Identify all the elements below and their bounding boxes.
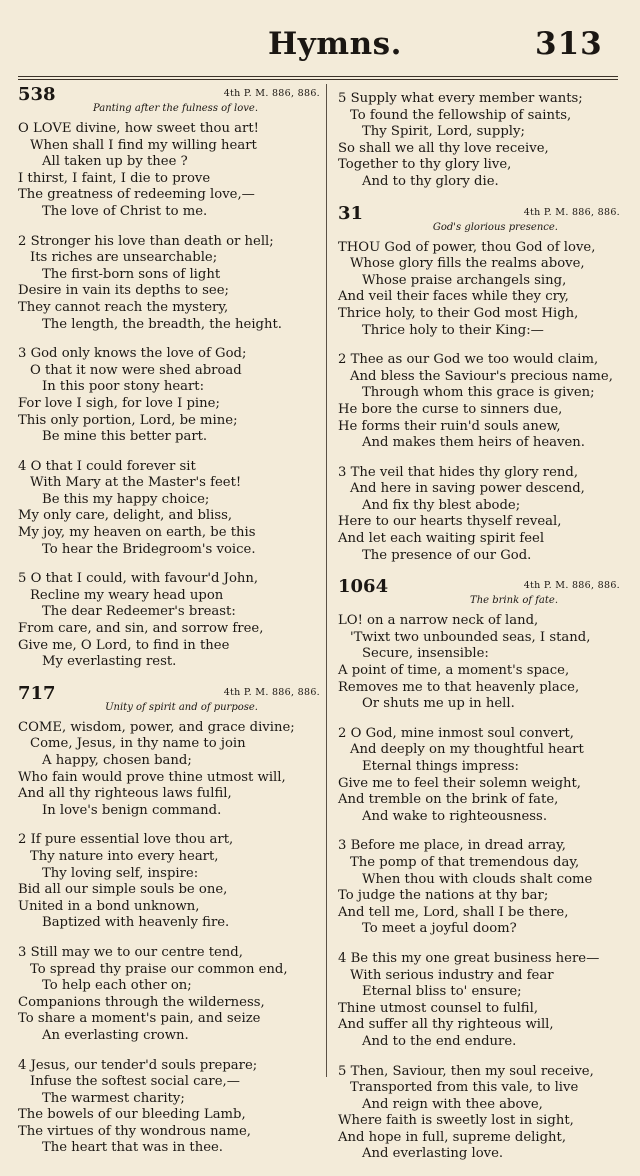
stanza xyxy=(18,121,320,221)
verse-line: When thou with clouds shalt come xyxy=(362,871,593,887)
verse-line: 'Twixt two unbounded seas, I stand, xyxy=(350,629,591,645)
stanza xyxy=(18,459,320,559)
verse-line: The dear Redeemer's breast: xyxy=(42,604,236,620)
verse-line: And tell me, Lord, shall I be there, xyxy=(338,904,569,920)
verse-line: 3 The veil that hides thy glory rend, xyxy=(338,464,579,480)
hymn-subtitle: Unity of spirit and of purpose. xyxy=(105,701,258,713)
verse-line: Or shuts me up in hell. xyxy=(362,696,515,712)
verse-line: To found the fellowship of saints, xyxy=(350,107,572,123)
verse-line: The heart that was in thee. xyxy=(42,1140,223,1156)
verse-line: And makes them heirs of heaven. xyxy=(362,435,585,451)
header-rule-thin xyxy=(18,79,618,80)
verse-line: Be this my happy choice; xyxy=(42,491,210,507)
hymn-header xyxy=(18,684,320,702)
hymn-meter: 4th P. M. 886, 886. xyxy=(523,580,620,592)
verse-line: Thine utmost counsel to fulfil, xyxy=(338,1000,539,1016)
verse-line: With serious industry and fear xyxy=(350,967,554,983)
hymn-subtitle: God's glorious presence. xyxy=(432,221,558,233)
verse-line: And let each waiting spirit feel xyxy=(338,531,545,547)
verse-line: And everlasting love. xyxy=(362,1146,504,1162)
verse-line: Whose praise archangels sing, xyxy=(362,272,567,288)
verse-line: 3 God only knows the love of God; xyxy=(18,346,247,362)
stanza xyxy=(338,352,620,452)
verse-line: Thrice holy to their King:— xyxy=(362,322,544,338)
verse-line: Thy Spirit, Lord, supply; xyxy=(362,124,525,140)
verse-line: 3 Before me place, in dread array, xyxy=(338,838,566,854)
verse-line: Together to thy glory live, xyxy=(338,157,512,173)
verse-line: My joy, my heaven on earth, be this xyxy=(18,525,256,541)
stanza xyxy=(338,240,620,340)
verse-line: The pomp of that tremendous day, xyxy=(350,854,580,870)
page-header xyxy=(0,0,640,80)
verse-line: My only care, delight, and bliss, xyxy=(18,508,233,524)
page-number: 313 xyxy=(535,26,603,62)
verse-line: To help each other on; xyxy=(42,978,192,994)
verse-line: 2 Stronger his love than death or hell; xyxy=(18,233,274,249)
verse-line: And suffer all thy righteous will, xyxy=(338,1017,554,1033)
verse-line: O that it now were shed abroad xyxy=(30,362,242,378)
verse-line: Whose glory fills the realms above, xyxy=(350,256,585,272)
column-divider xyxy=(326,84,327,1077)
verse-line: 5 Then, Saviour, then my soul receive, xyxy=(338,1063,594,1079)
verse-line: Thy loving self, inspire: xyxy=(42,865,199,881)
stanza xyxy=(338,91,620,191)
verse-line: O LOVE divine, how sweet thou art! xyxy=(18,121,259,136)
verse-line: I thirst, I faint, I die to prove xyxy=(18,170,211,186)
verse-line: The love of Christ to me. xyxy=(42,203,208,219)
hymn-1064 xyxy=(338,577,620,1163)
hymn-header xyxy=(18,85,320,103)
verse-line: The greatness of redeeming love,— xyxy=(18,187,255,203)
verse-line: For love I sigh, for love I pine; xyxy=(18,395,220,411)
verse-line: In love's benign command. xyxy=(42,802,222,818)
verse-line: Give me, O Lord, to find in thee xyxy=(18,637,230,653)
verse-line: A happy, chosen band; xyxy=(42,753,192,768)
verse-line: Who fain would prove thine utmost will, xyxy=(18,769,286,785)
verse-line: He bore the curse to sinners due, xyxy=(338,401,563,417)
verse-line: The first-born sons of light xyxy=(42,266,221,282)
verse-line: The bowels of our bleeding Lamb, xyxy=(18,1107,246,1123)
verse-line: Where faith is sweetly lost in sight, xyxy=(338,1113,574,1129)
verse-line: Through whom this grace is given; xyxy=(362,385,595,401)
verse-line: Companions through the wilderness, xyxy=(18,994,265,1010)
verse-line: 4 Be this my one great business here— xyxy=(338,950,600,966)
verse-line: An everlasting crown. xyxy=(42,1027,189,1043)
verse-line: To judge the nations at thy bar; xyxy=(338,888,549,904)
hymn-717 xyxy=(18,684,320,1157)
hymn-header xyxy=(338,204,620,222)
verse-line: Removes me to that heavenly place, xyxy=(338,679,580,695)
verse-line: The presence of our God. xyxy=(362,547,532,563)
stanza xyxy=(18,234,320,334)
verse-line: 2 Thee as our God we too would claim, xyxy=(338,352,599,368)
verse-line: Its riches are unsearchable; xyxy=(30,250,218,266)
verse-line: And reign with thee above, xyxy=(362,1096,543,1112)
verse-line: In this poor stony heart: xyxy=(42,379,205,395)
verse-line: The length, the breadth, the height. xyxy=(42,316,282,332)
stanza xyxy=(338,726,620,826)
hymn-31 xyxy=(338,204,620,565)
stanza xyxy=(338,613,620,713)
verse-line: 5 O that I could, with favour'd John, xyxy=(18,571,259,587)
verse-line: 5 Supply what every member wants; xyxy=(338,91,583,106)
verse-line: Eternal things impress: xyxy=(362,759,519,774)
stanza xyxy=(338,838,620,938)
hymn-number: 717 xyxy=(18,682,56,704)
verse-line: Come, Jesus, in thy name to join xyxy=(30,736,246,752)
hymn-subtitle: The brink of fate. xyxy=(470,595,558,607)
verse-line: 2 O God, mine inmost soul convert, xyxy=(338,725,574,741)
hymn-538 xyxy=(18,85,320,671)
verse-line: He forms their ruin'd souls anew, xyxy=(338,418,561,434)
header-rule xyxy=(18,76,618,77)
verse-line: Baptized with heavenly fire. xyxy=(42,915,230,931)
verse-line: And tremble on the brink of fate, xyxy=(338,792,559,808)
stanza xyxy=(338,465,620,565)
left-column xyxy=(18,85,320,1170)
verse-line: To meet a joyful doom? xyxy=(362,921,517,937)
verse-line: The virtues of thy wondrous name, xyxy=(18,1123,251,1139)
verse-line: My everlasting rest. xyxy=(42,654,177,670)
verse-line: Eternal bliss to' ensure; xyxy=(362,984,522,1000)
hymn-717-continued xyxy=(338,91,620,191)
hymn-meter: 4th P. M. 886, 886. xyxy=(223,88,320,99)
right-column xyxy=(338,85,620,1176)
verse-line: And to thy glory die. xyxy=(362,173,499,189)
hymn-number: 31 xyxy=(338,202,364,224)
verse-line: The warmest charity; xyxy=(42,1090,185,1106)
verse-line: Thrice holy, to their God most High, xyxy=(338,305,579,321)
stanza xyxy=(338,1064,620,1164)
verse-line: Recline my weary head upon xyxy=(30,587,224,603)
verse-line: LO! on a narrow neck of land, xyxy=(338,613,539,629)
hymn-number: 538 xyxy=(18,84,56,105)
verse-line: And deeply on my thoughtful heart xyxy=(350,742,584,758)
hymn-subtitle: Panting after the fulness of love. xyxy=(92,103,258,114)
verse-line: Here to our hearts thyself reveal, xyxy=(338,514,562,530)
verse-line: Be mine this better part. xyxy=(42,429,208,445)
hymn-header xyxy=(338,576,620,598)
verse-line: And hope in full, supreme delight, xyxy=(338,1129,567,1145)
verse-line: When shall I find my willing heart xyxy=(30,137,257,153)
verse-line: To spread thy praise our common end, xyxy=(30,961,288,977)
verse-line: And all thy righteous laws fulfil, xyxy=(18,786,232,802)
stanza xyxy=(18,571,320,671)
verse-line: Thy nature into every heart, xyxy=(30,848,219,864)
stanza xyxy=(18,346,320,446)
verse-line: And bless the Saviour's precious name, xyxy=(350,368,613,384)
verse-line: And to the end endure. xyxy=(362,1033,517,1049)
verse-line: A point of time, a moment's space, xyxy=(338,663,570,679)
verse-line: To hear the Bridegroom's voice. xyxy=(42,541,256,557)
verse-line: 4 O that I could forever sit xyxy=(18,458,196,474)
verse-line: This only portion, Lord, be mine; xyxy=(18,412,238,428)
verse-line: THOU God of power, thou God of love, xyxy=(338,239,596,255)
verse-line: United in a bond unknown, xyxy=(18,898,200,914)
stanza xyxy=(338,951,620,1051)
stanza xyxy=(18,1058,320,1158)
stanza xyxy=(18,720,320,820)
verse-line: Desire in vain its depths to see; xyxy=(18,283,229,299)
stanza xyxy=(18,832,320,932)
hymn-meter: 4th P. M. 886, 886. xyxy=(223,686,320,698)
hymn-number: 1064 xyxy=(338,576,389,598)
verse-line: So shall we all thy love receive, xyxy=(338,140,549,156)
verse-line: With Mary at the Master's feet! xyxy=(30,475,242,491)
page-title: Hymns. xyxy=(268,26,402,62)
verse-line: Transported from this vale, to live xyxy=(350,1080,579,1096)
verse-line: To share a moment's pain, and seize xyxy=(18,1011,261,1027)
verse-line: Bid all our simple souls be one, xyxy=(18,882,228,898)
verse-line: And fix thy blest abode; xyxy=(362,497,521,513)
verse-line: 4 Jesus, our tender'd souls prepare; xyxy=(18,1057,258,1073)
verse-line: And wake to righteousness. xyxy=(362,808,548,824)
verse-line: And veil their faces while they cry, xyxy=(338,289,569,305)
verse-line: Infuse the softest social care,— xyxy=(30,1074,240,1090)
stanza xyxy=(18,945,320,1045)
verse-line: 3 Still may we to our centre tend, xyxy=(18,944,243,960)
verse-line: COME, wisdom, power, and grace divine; xyxy=(18,719,295,735)
verse-line: Secure, insensible: xyxy=(362,646,489,662)
verse-line: And here in saving power descend, xyxy=(350,481,585,497)
hymn-meter: 4th P. M. 886, 886. xyxy=(523,206,620,218)
verse-line: From care, and sin, and sorrow free, xyxy=(18,621,264,637)
verse-line: Give me to feel their solemn weight, xyxy=(338,775,581,791)
verse-line: All taken up by thee ? xyxy=(42,154,188,170)
verse-line: They cannot reach the mystery, xyxy=(18,299,229,315)
verse-line: 2 If pure essential love thou art, xyxy=(18,832,234,848)
